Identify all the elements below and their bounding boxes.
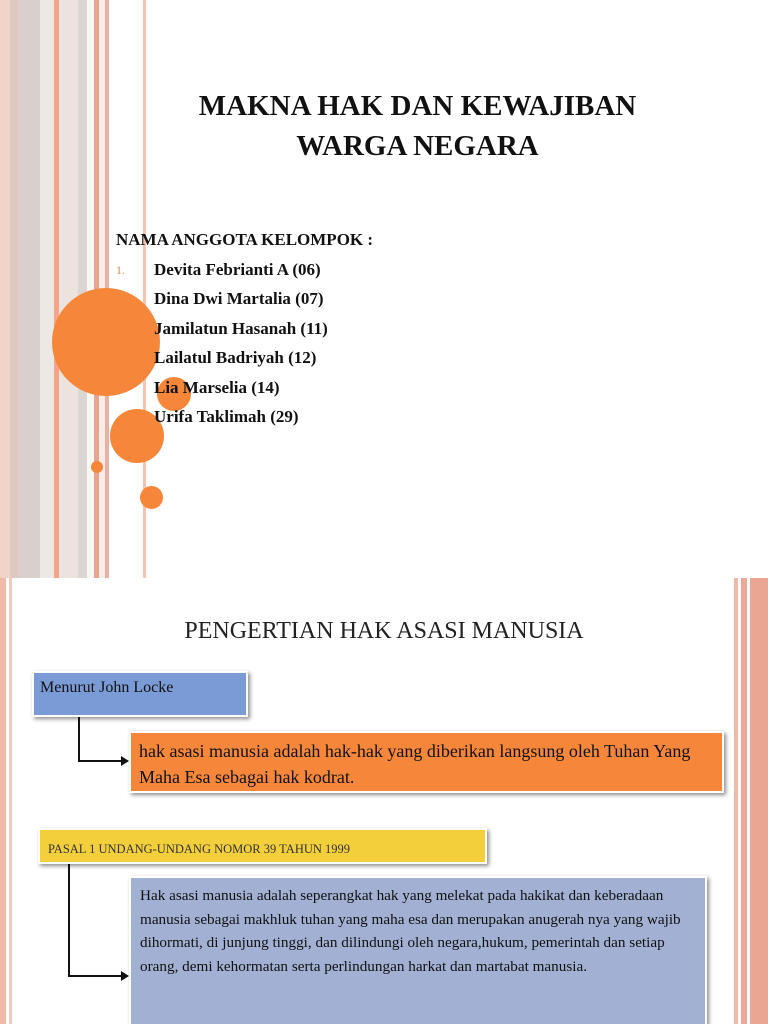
slide-2 [0,578,768,1024]
slide-title [150,86,685,166]
member-name: Lailatul Badriyah (12) [154,348,317,368]
member-name: Urifa Taklimah (29) [154,406,299,426]
arrow-right-icon [121,756,129,766]
definition-box-john-locke: hak asasi manusia adalah hak-hak yang diberikan langsung oleh Tuhan Yang Maha Esa sebagai hak kodrat. [129,731,724,793]
connector-horizontal-2 [68,975,122,977]
slide-title: PENGERTIAN HAK ASASI MANUSIA [184,618,584,644]
connector-horizontal-1 [78,760,122,762]
decorative-circle-dot [91,461,103,473]
member-name: Lia Marselia (14) [154,377,280,397]
title-line-1: MAKNA HAK DAN KEWAJIBAN [198,90,637,122]
members-heading: NAMA ANGGOTA KELOMPOK : [116,230,374,249]
member-name: Dina Dwi Martalia (07) [154,289,324,309]
connector-vertical-2 [68,864,70,977]
decorative-circle-large [52,288,160,396]
source-box-pasal-1: PASAL 1 UNDANG-UNDANG NOMOR 39 TAHUN 1999 [38,828,487,864]
title-line-2: WARGA NEGARA [296,130,539,162]
list-number: 1. [116,263,125,277]
member-name: Jamilatun Hasanah (11) [154,318,328,338]
connector-vertical-1 [78,717,80,762]
source-box-john-locke: Menurut John Locke [32,671,248,717]
arrow-right-icon [121,971,129,981]
definition-box-pasal-1: Hak asasi manusia adalah seperangkat hak yang melekat pada hakikat dan keberadaan manusia sebagai makhluk tuhan yang maha esa dan merupakan anugerah nya yang wajib dihormati, di junjung tinggi, dan dilindungi oleh negara,hukum, pemerintah dan setiap orang, demi kehormatan serta perlindungan harkat dan martabat manusia. [129,876,707,1024]
decorative-circle-tiny [140,486,163,509]
decorative-stripes [0,0,150,578]
member-name: Devita Febrianti A (06) [154,260,321,279]
